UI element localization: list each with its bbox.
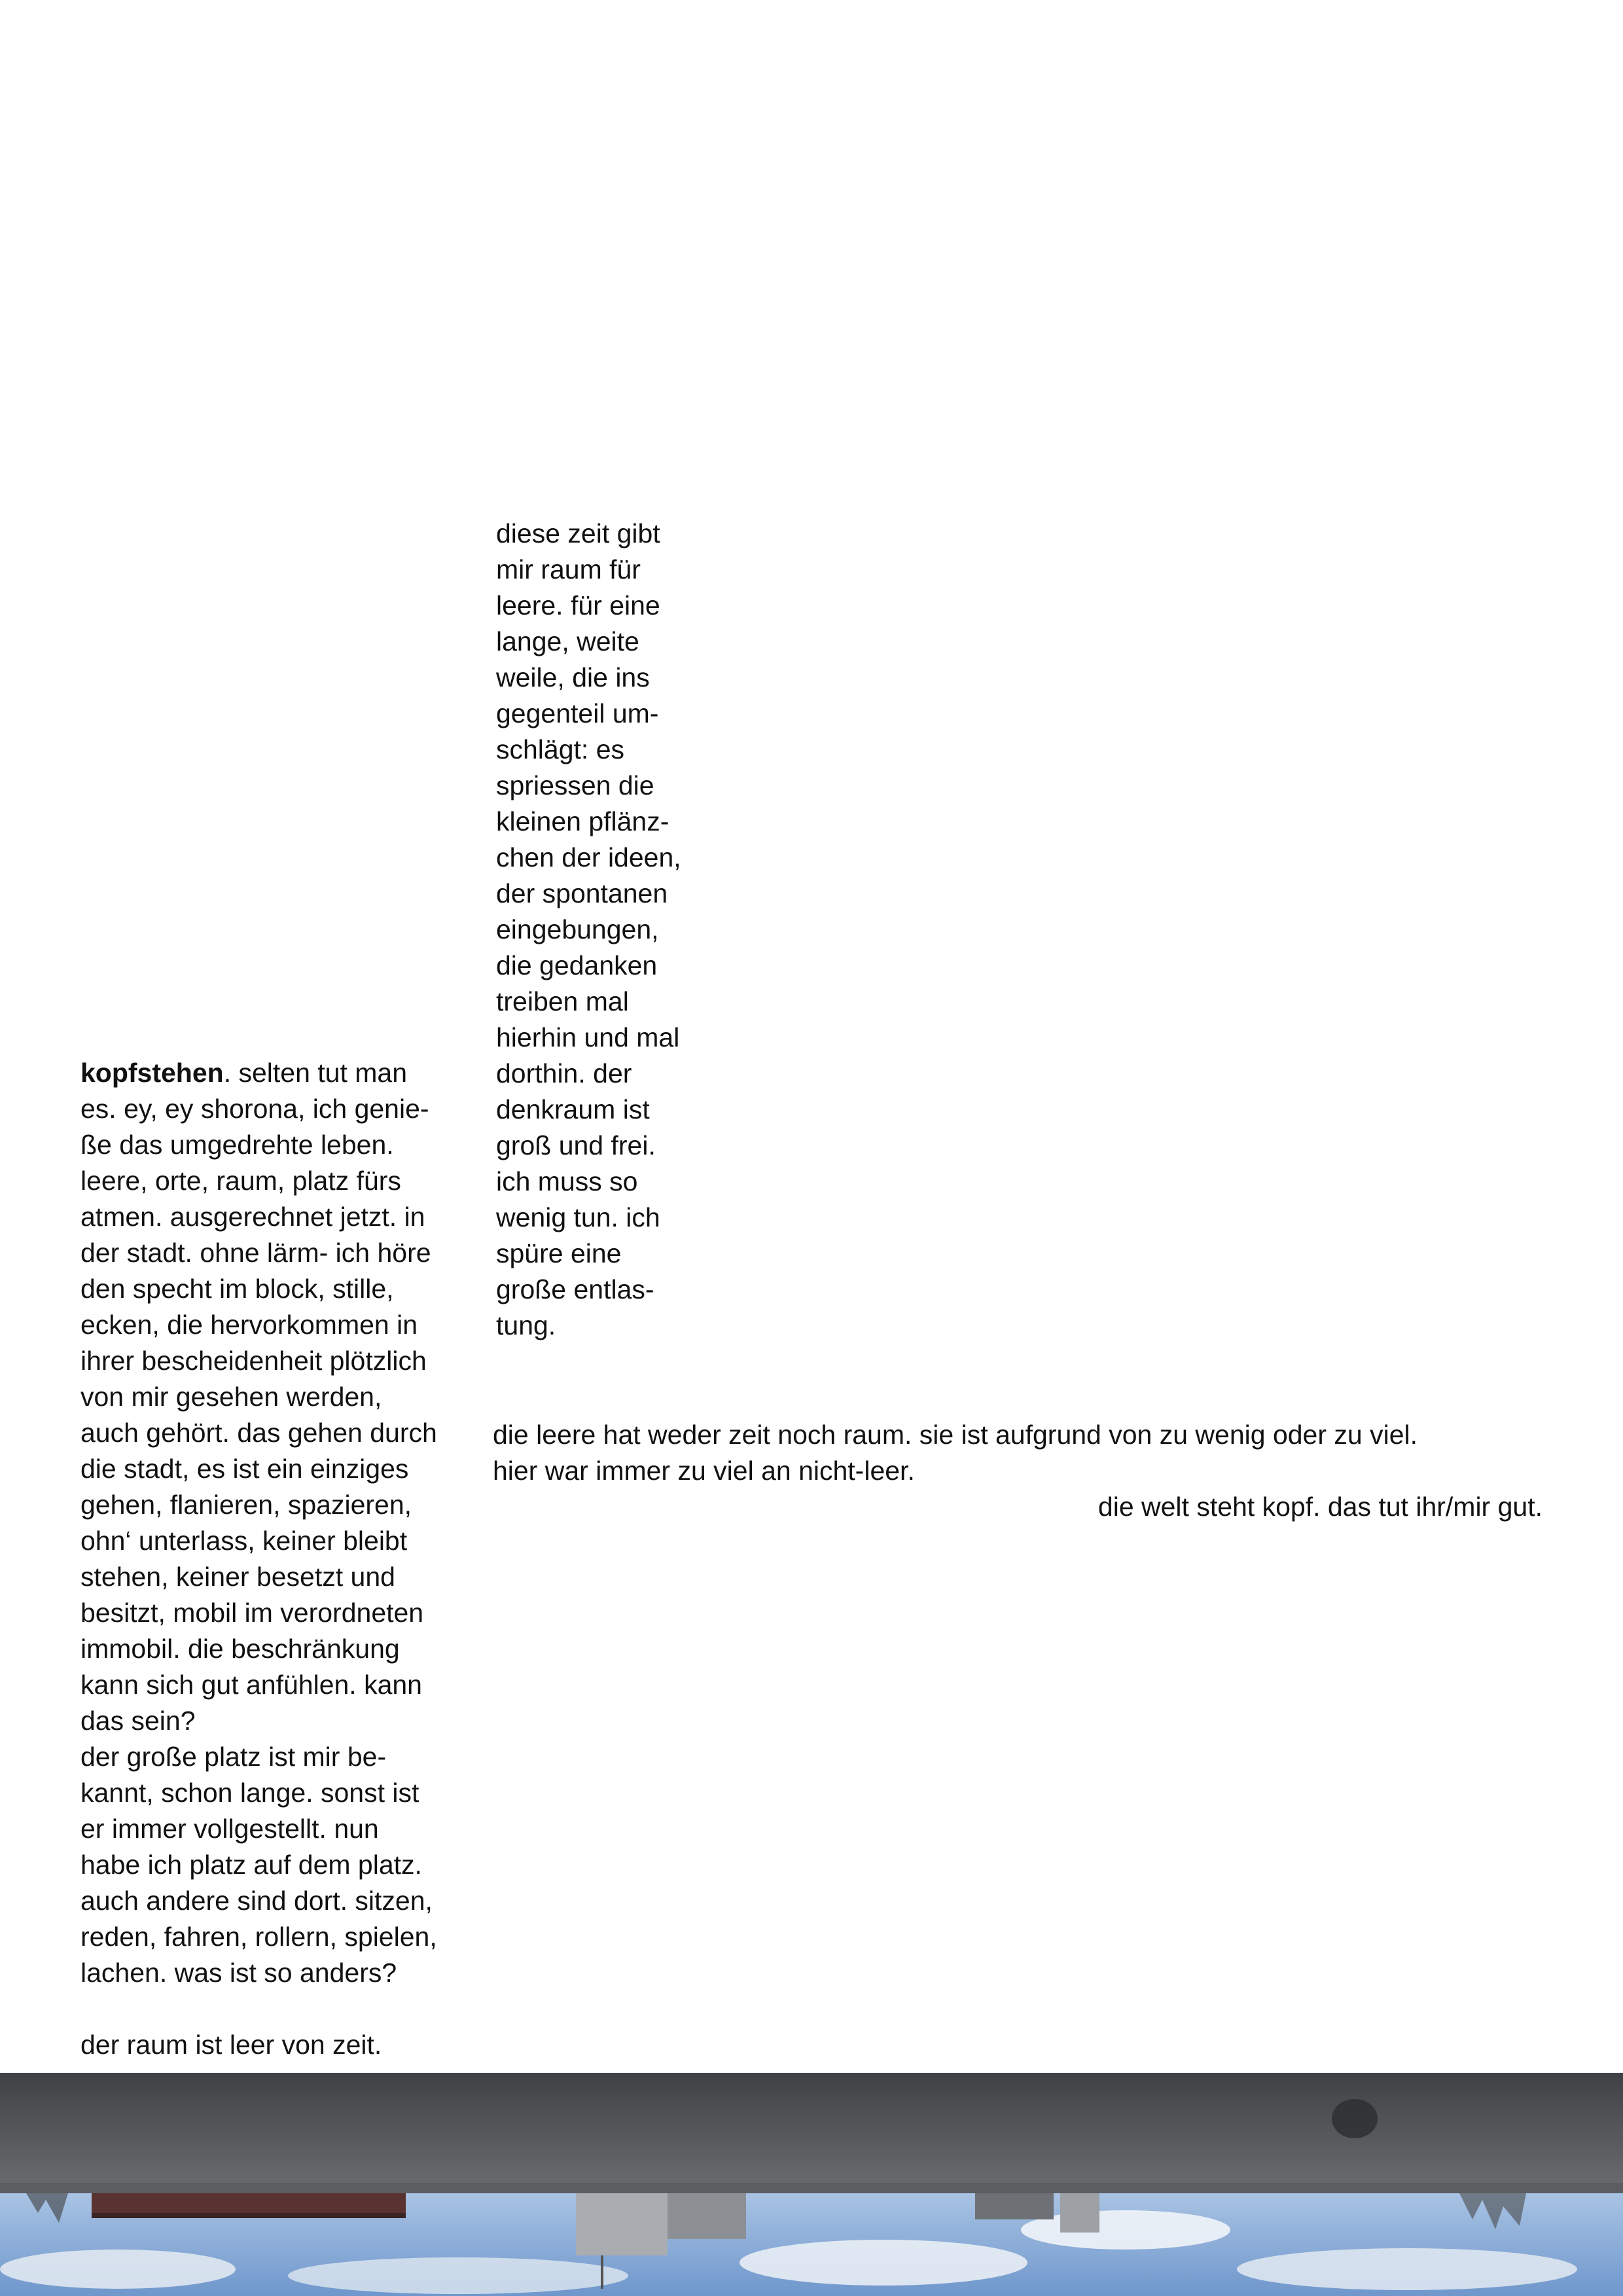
middle-column-text: diese zeit gibt mir raum für leere. für eine lange, weite weile, die ins gegenteil um- schlägt: es spriessen die kleinen pflänz- chen der ideen, der spontanen eingebungen, die gedanken treiben mal hierhin und mal dorthin. der denkraum ist groß und frei. ich muss so wenig tun. ich spüre eine große entlas- tung. xyxy=(496,518,681,1340)
lead-bold-word: kopfstehen xyxy=(80,1058,224,1088)
left-paragraph-3: der raum ist leer von zeit. xyxy=(80,2030,382,2060)
left-column xyxy=(80,1055,493,2063)
left-paragraph-2: der große platz ist mir be- kannt, schon lange. sonst ist er immer vollgestellt. nun habe ich platz auf dem platz. auch andere sind dort. sitzen, reden, fahren, rollern, spielen, lachen. was ist so anders? xyxy=(80,1742,437,1988)
left-paragraph-1: . selten tut man es. ey, ey shorona, ich genie- ße das umgedrehte leben. leere, orte, raum, platz fürs atmen. ausgerechnet jetzt. in der stadt. ohne lärm- ich höre den specht im block, stille, ecken, die hervorkommen in ihrer bescheidenheit plötzlich von mir gesehen werden, auch gehört. das gehen durch die stadt, es ist ein einziges gehen, flanieren, spazieren, ohn‘ unterlass, keiner bleibt stehen, keiner besetzt und besitzt, mobil im verordneten immobil. die beschränkung kann sich gut anfühlen. kann das sein? xyxy=(80,1058,437,1736)
upside-down-panorama-photo xyxy=(0,2073,1623,2296)
statement-text: die leere hat weder zeit noch raum. sie ist aufgrund von zu wenig oder zu viel. hier war immer zu viel an nicht-leer. xyxy=(493,1420,1418,1486)
closing-line: die welt steht kopf. das tut ihr/mir gut. xyxy=(1097,1492,1543,1522)
